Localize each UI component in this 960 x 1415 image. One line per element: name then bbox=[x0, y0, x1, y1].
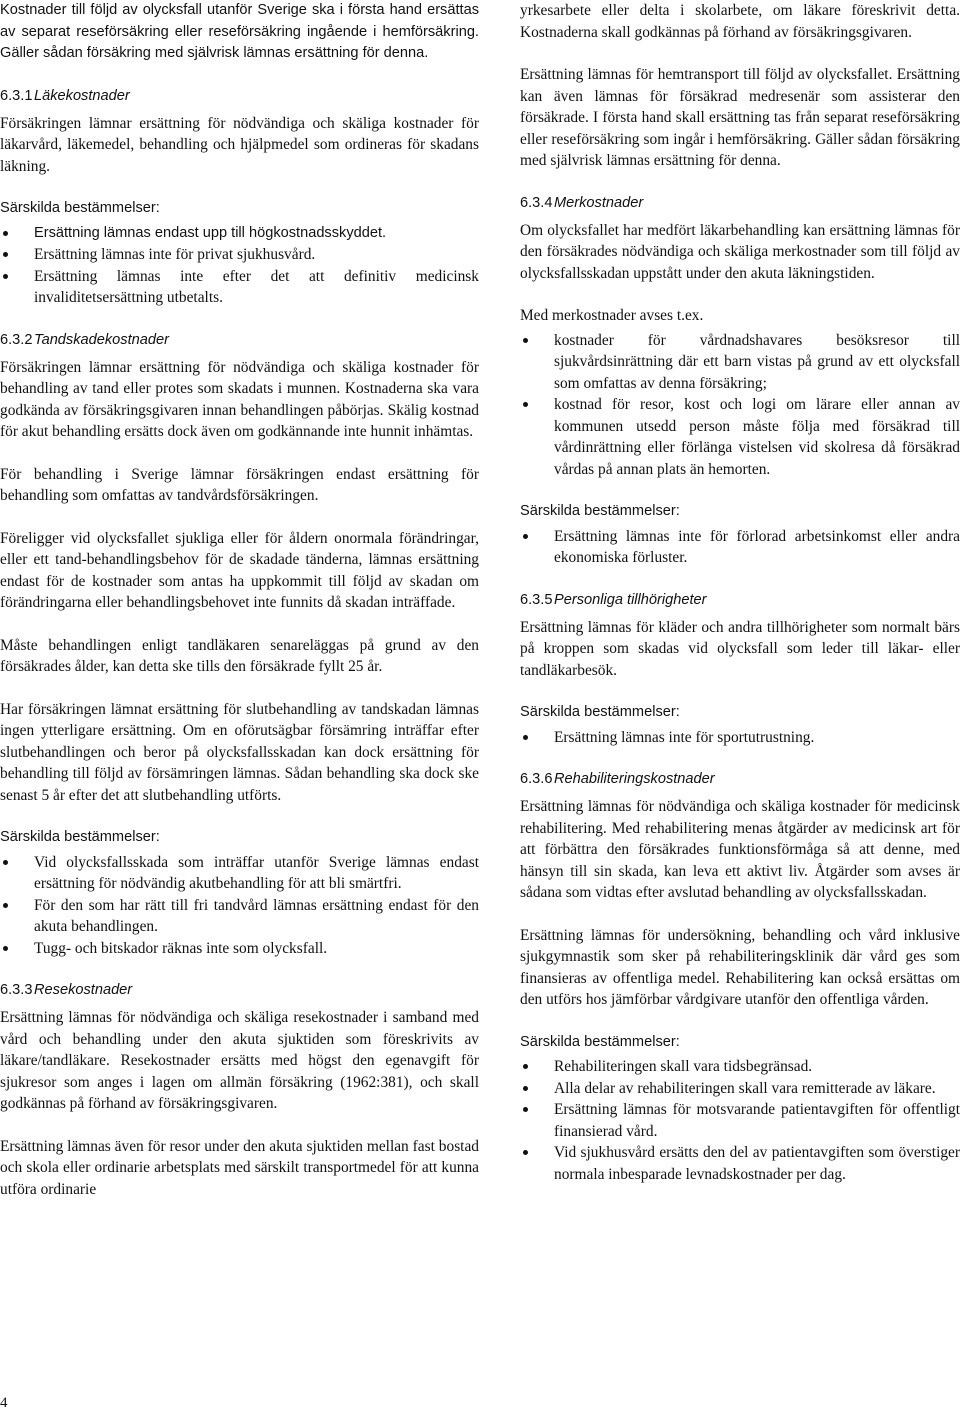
paragraph: Ersättning lämnas för nödvändiga och skäliga resekostnader i samband med vård och behandling under den akuta sjuktiden som föreskrivits av läkare/tandläkare. Resekostnader ersätts med högst den egenavgift för sjukresor som anges i lagen om allmän försäkring (1962:381), och skall godkännas på förhand av försäkringsgivaren. bbox=[0, 1009, 479, 1112]
intro-paragraph: Kostnader till följd av olycksfall utanför Sverige ska i första hand ersättas av separat reseförsäkring eller reseförsäkring ingående i hemförsäkring. Gäller sådan försäkring med självrisk lämnas ersättning för denna. bbox=[0, 2, 479, 61]
paragraph: Ersättning lämnas för nödvändiga och skäliga kostnader för medicinsk rehabilitering. Med rehabilitering menas åtgärder av medicinsk art för att förbättra den försäkrades funktionsförmåga så att denne, med hänsyn till sin skada, kan leva ett aktivt liv. Åtgärder som avses är sådana som vidtas efter avslutad behandling av olycksfallsskadan. bbox=[520, 798, 960, 901]
list-item: Alla delar av rehabiliteringen skall vara remitterade av läkare. bbox=[520, 1078, 960, 1100]
section-rehabiliteringskostnader bbox=[520, 769, 960, 1185]
section-number: 6.3.4 bbox=[520, 194, 553, 211]
section-title: Rehabiliteringskostnader bbox=[554, 771, 715, 787]
paragraph: För behandling i Sverige lämnar försäkringen endast ersättning för behandling som omfattas av tandvårdsförsäkringen. bbox=[0, 465, 479, 504]
paragraph: Med merkostnader avses t.ex. bbox=[520, 307, 704, 324]
bullet-list bbox=[520, 330, 960, 481]
section-merkostnader bbox=[520, 193, 960, 569]
paragraph: Ersättning lämnas för hemtransport till följd av olycksfallet. Ersättning kan även lämnas för försäkrad medresenär som assisterar den försäkrade. I första hand skall ersättning tas från separat reseförsäkring eller reseförsäkring som ingår i hemförsäkring. Gäller sådan försäkring med självrisk lämnas ersättning för denna. bbox=[520, 66, 960, 169]
section-heading bbox=[0, 330, 479, 351]
section-title: Tandskadekostnader bbox=[34, 331, 169, 348]
list-item: Ersättning lämnas inte efter det att definitiv medicinsk invaliditetsersättning utbetalts. bbox=[0, 266, 479, 309]
section-tandskadekostnader bbox=[0, 330, 479, 960]
section-title: Resekostnader bbox=[34, 982, 133, 998]
paragraph: Föreligger vid olycksfallet sjukliga eller för åldern onormala förändringar, eller ett tand-behandlingsbehov för de skadade tänderna, lämnas ersättning endast för de kostnader som antas ha uppkommit till följd av skadan om förändringarna eller behandlingsbehovet inte funnits då skadan inträffade. bbox=[0, 529, 479, 611]
list-item: kostnader för vårdnadshavares besöksresor till sjukvårdsinrättning där ett barn vistas på grund av ett olycksfall som omfattas av denna försäkring; bbox=[520, 330, 960, 395]
list-item: Ersättning lämnas inte för sportutrustning. bbox=[520, 727, 960, 749]
section-heading bbox=[520, 590, 960, 611]
list-item: Ersättning lämnas endast upp till högkostnadsskyddet. bbox=[0, 223, 479, 245]
list-item: Vid sjukhusvård ersätts den del av patientavgiften som överstiger normala inbesparade levnadskostnader per dag. bbox=[520, 1142, 960, 1185]
bullet-list bbox=[520, 1056, 960, 1185]
section-number: 6.3.6 bbox=[520, 771, 553, 787]
paragraph: Försäkringen lämnar ersättning för nödvändiga och skäliga kostnader för behandling av tand eller protes som skadats i munnen. Kostnaderna ska vara godkända av försäkringsgivaren innan behandlingen påbörjas. Skälig kostnad för akut behandling ersätts dock även om godkännande inte hunnit inhämtas. bbox=[0, 358, 479, 440]
section-number: 6.3.3 bbox=[0, 982, 33, 998]
section-title: Merkostnader bbox=[554, 194, 644, 211]
page-number: 4 bbox=[0, 1395, 8, 1411]
list-item: Tugg- och bitskador räknas inte som olycksfall. bbox=[0, 938, 479, 960]
special-provisions-label: Särskilda bestämmelser: bbox=[0, 829, 160, 845]
paragraph: Försäkringen lämnar ersättning för nödvändiga och skäliga kostnader för läkarvård, läkemedel, behandling och hjälpmedel som ordineras för skadans läkning. bbox=[0, 114, 479, 175]
section-resekostnader bbox=[0, 980, 479, 1200]
section-heading bbox=[0, 86, 479, 107]
list-item: Rehabiliteringen skall vara tidsbegränsad. bbox=[520, 1056, 960, 1078]
list-item: Vid olycksfallsskada som inträffar utanför Sverige lämnas endast ersättning för nödvändig akutbehandling för att bli smärtfri. bbox=[0, 852, 479, 895]
paragraph: yrkesarbete eller delta i skolarbete, om läkare föreskrivit detta. Kostnaderna skall godkännas på förhand av försäkringsgivaren. bbox=[520, 2, 960, 41]
paragraph: Har försäkringen lämnat ersättning för slutbehandling av tandskadan lämnas ingen ytterligare ersättning. Om en oförutsägbar försämring inträffar efter slutbehandlingen och beror på olycksfallsskadan kan dock ersättning för behandling till följd av försämringen lämnas. Sådan behandling ska dock ske senast 5 år efter det att slutbehandling utförts. bbox=[0, 700, 479, 804]
section-title: Läkekostnader bbox=[34, 87, 130, 104]
bullet-list bbox=[0, 223, 479, 309]
list-item: För den som har rätt till fri tandvård lämnas ersättning endast för den akuta behandlingen. bbox=[0, 895, 479, 938]
section-heading bbox=[520, 193, 960, 214]
list-item: Ersättning lämnas för motsvarande patientavgiften för offentligt finansierad vård. bbox=[520, 1099, 960, 1142]
special-provisions-label: Särskilda bestämmelser: bbox=[520, 704, 680, 720]
paragraph: Om olycksfallet har medfört läkarbehandling kan ersättning lämnas för den försäkrades nödvändiga och skäliga merkostnader som till följd av olycksfallsskadan uppstått under den akuta läkningstiden. bbox=[520, 221, 960, 282]
paragraph: Ersättning lämnas även för resor under den akuta sjuktiden mellan fast bostad och skola eller ordinarie arbetsplats med särskilt transportmedel för att kunna utföra ordinarie bbox=[0, 1137, 479, 1198]
section-number: 6.3.2 bbox=[0, 331, 33, 348]
right-column bbox=[520, 0, 960, 1206]
list-item: Ersättning lämnas inte för privat sjukhusvård. bbox=[0, 244, 479, 266]
special-provisions-label: Särskilda bestämmelser: bbox=[520, 503, 680, 519]
list-item: kostnad för resor, kost och logi om lärare eller annan av kommunen utsedd person måste följa med försäkrad till vårdinrättning eller förlänga vistelsen vid skolresa då försäkrad vårdas på annan plats än hemorten. bbox=[520, 394, 960, 480]
section-number: 6.3.5 bbox=[520, 591, 553, 608]
paragraph: Måste behandlingen enligt tandläkaren senareläggas på grund av den försäkrades ålder, kan detta ske tills den försäkrade fyllt 25 år. bbox=[0, 636, 479, 675]
paragraph: Ersättning lämnas för undersökning, behandling och vård inklusive sjukgymnastik som sker på rehabiliteringsklinik där vård ges som finansieras av offentliga medel. Rehabilitering kan också ersättas om den utförs hos jämförbar vårdgivare utanför den offentliga vården. bbox=[520, 926, 960, 1008]
section-heading bbox=[520, 769, 960, 790]
special-provisions-label: Särskilda bestämmelser: bbox=[0, 200, 160, 216]
list-item: Ersättning lämnas inte för förlorad arbetsinkomst eller andra ekonomiska förluster. bbox=[520, 526, 960, 569]
section-number: 6.3.1 bbox=[0, 87, 33, 104]
section-lakekostnader bbox=[0, 86, 479, 309]
left-column bbox=[0, 0, 479, 1221]
bullet-list bbox=[520, 727, 960, 749]
bullet-list bbox=[520, 526, 960, 569]
section-title: Personliga tillhörigheter bbox=[554, 591, 707, 608]
paragraph: Ersättning lämnas för kläder och andra tillhörigheter som normalt bärs på kroppen som skadas vid olycksfall som leder till läkar- eller tandläkarbesök. bbox=[520, 618, 960, 679]
bullet-list bbox=[0, 852, 479, 960]
section-personliga-tillhorigheter bbox=[520, 590, 960, 749]
special-provisions-label: Särskilda bestämmelser: bbox=[520, 1033, 680, 1050]
section-heading bbox=[0, 980, 479, 1001]
